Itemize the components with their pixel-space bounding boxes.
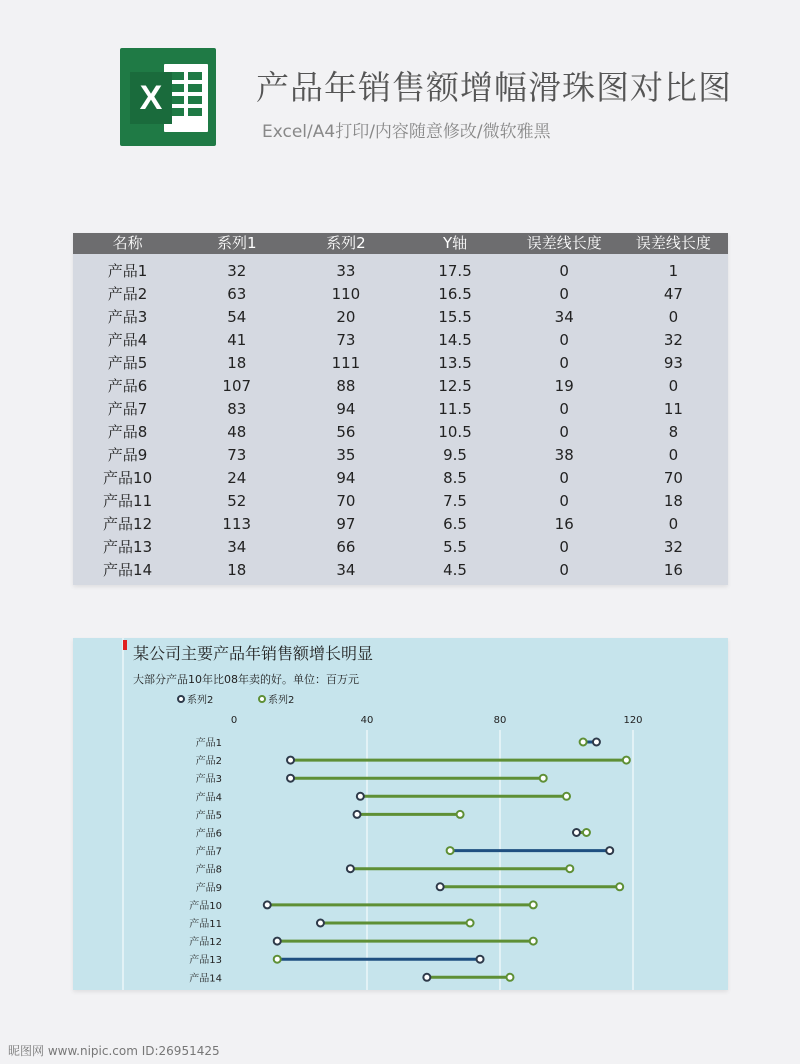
table-cell: 56 bbox=[336, 423, 356, 441]
table-cell: 17.5 bbox=[438, 262, 472, 280]
table-cell: 18 bbox=[227, 561, 247, 579]
table-cell: 14.5 bbox=[438, 331, 472, 349]
table-header-row bbox=[73, 233, 728, 254]
series2-dark-point bbox=[593, 739, 600, 746]
table-cell: 产品12 bbox=[103, 515, 153, 533]
column-header: 系列2 bbox=[291, 233, 400, 254]
series2-dark-point bbox=[287, 757, 294, 764]
table-cell: 8.5 bbox=[443, 469, 467, 487]
page-title: 产品年销售额增幅滑珠图对比图 bbox=[256, 68, 732, 107]
series2-dark-point bbox=[437, 883, 444, 890]
chart-subtitle: 大部分产品10年比08年卖的好。单位：百万元 bbox=[133, 673, 359, 686]
table-cell: 34 bbox=[227, 538, 247, 556]
table-cell: 7.5 bbox=[443, 492, 467, 510]
table-row bbox=[73, 513, 728, 536]
page-subtitle: Excel/A4打印/内容随意修改/微软雅黑 bbox=[262, 122, 551, 142]
table-cell: 70 bbox=[336, 492, 356, 510]
table-cell: 产品8 bbox=[107, 423, 148, 441]
column-header: 误差线长度 bbox=[510, 233, 619, 254]
category-label: 产品9 bbox=[195, 882, 222, 894]
table-row bbox=[73, 352, 728, 375]
table-cell: 4.5 bbox=[443, 561, 467, 579]
table-cell: 产品14 bbox=[103, 561, 153, 579]
table-cell: 0 bbox=[668, 377, 679, 395]
table-cell: 产品6 bbox=[107, 377, 148, 395]
column-header: Y轴 bbox=[400, 233, 509, 254]
table-cell: 94 bbox=[336, 469, 356, 487]
table-cell: 产品13 bbox=[103, 538, 153, 556]
table-cell: 5.5 bbox=[443, 538, 467, 556]
table-cell: 66 bbox=[336, 538, 356, 556]
table-cell: 16 bbox=[663, 561, 683, 579]
series2-green-point bbox=[566, 865, 573, 872]
table-cell: 110 bbox=[331, 285, 361, 303]
excel-logo bbox=[120, 48, 216, 146]
x-tick-label: 120 bbox=[623, 715, 643, 726]
column-header: 误差线长度 bbox=[619, 233, 728, 254]
legend-marker-dark bbox=[178, 696, 184, 702]
category-label: 产品4 bbox=[195, 792, 222, 804]
series2-dark-point bbox=[317, 920, 324, 927]
x-tick-label: 0 bbox=[230, 715, 238, 726]
category-label: 产品1 bbox=[195, 738, 222, 749]
table-row bbox=[73, 329, 728, 352]
table-cell: 产品10 bbox=[103, 469, 153, 487]
series2-green-point bbox=[616, 883, 623, 890]
series2-green-point bbox=[563, 793, 570, 800]
series2-green-point bbox=[623, 757, 630, 764]
series2-green-point bbox=[274, 956, 281, 963]
table-cell: 54 bbox=[227, 308, 247, 326]
table-cell: 0 bbox=[559, 492, 569, 510]
series2-green-point bbox=[530, 901, 537, 908]
series2-dark-point bbox=[274, 938, 281, 945]
table-cell: 10.5 bbox=[438, 423, 472, 441]
column-header: 名称 bbox=[73, 233, 182, 254]
series2-dark-point bbox=[264, 901, 271, 908]
table-cell: 113 bbox=[222, 515, 252, 533]
category-label: 产品10 bbox=[189, 900, 222, 912]
table-cell: 产品2 bbox=[107, 285, 148, 303]
table-row bbox=[73, 421, 728, 444]
series2-green-point bbox=[457, 811, 464, 818]
table-cell: 32 bbox=[663, 331, 683, 349]
table-row bbox=[73, 306, 728, 329]
table-cell: 73 bbox=[336, 331, 356, 349]
table-cell: 111 bbox=[331, 354, 361, 372]
series2-dark-point bbox=[354, 811, 361, 818]
category-label: 产品11 bbox=[189, 919, 222, 930]
table-cell: 88 bbox=[336, 377, 356, 395]
table-cell: 0 bbox=[559, 423, 569, 441]
series2-dark-point bbox=[423, 974, 430, 981]
chart-title: 某公司主要产品年销售额增长明显 bbox=[133, 644, 374, 663]
category-label: 产品3 bbox=[195, 774, 222, 786]
title-accent-bar bbox=[123, 640, 127, 650]
watermark: 昵图网 www.nipic.com ID:26951425 bbox=[8, 1044, 220, 1058]
table-cell: 19 bbox=[554, 377, 574, 395]
category-label: 产品8 bbox=[195, 864, 222, 876]
legend-marker-green bbox=[259, 696, 265, 702]
table-row bbox=[73, 375, 728, 398]
table-cell: 8 bbox=[668, 423, 679, 441]
table-cell: 32 bbox=[227, 262, 247, 280]
table-cell: 107 bbox=[222, 377, 252, 395]
table-cell: 产品4 bbox=[107, 331, 148, 349]
series2-dark-point bbox=[347, 865, 354, 872]
table-cell: 9.5 bbox=[443, 446, 467, 464]
table-cell: 18 bbox=[663, 492, 683, 510]
category-label: 产品7 bbox=[195, 846, 222, 858]
table-cell: 11.5 bbox=[438, 400, 472, 418]
series2-dark-point bbox=[573, 829, 580, 836]
category-label: 产品6 bbox=[195, 828, 222, 840]
table-cell: 52 bbox=[227, 492, 247, 510]
category-label: 产品5 bbox=[195, 810, 222, 822]
table-cell: 0 bbox=[668, 446, 679, 464]
column-header: 系列1 bbox=[182, 233, 291, 254]
table-cell: 38 bbox=[554, 446, 574, 464]
table-cell: 0 bbox=[559, 331, 569, 349]
table-row bbox=[73, 444, 728, 467]
series2-dark-point bbox=[606, 847, 613, 854]
table-cell: 93 bbox=[663, 354, 683, 372]
series2-green-point bbox=[583, 829, 590, 836]
table-cell: 63 bbox=[227, 285, 247, 303]
x-tick-label: 80 bbox=[493, 715, 507, 726]
legend-label: 系列2 bbox=[268, 695, 295, 706]
table-row bbox=[73, 254, 728, 283]
table-row bbox=[73, 490, 728, 513]
table-cell: 34 bbox=[336, 561, 356, 579]
table-cell: 0 bbox=[559, 538, 569, 556]
table-row bbox=[73, 536, 728, 559]
table-cell: 产品7 bbox=[107, 400, 148, 418]
series2-green-point bbox=[580, 739, 587, 746]
table-cell: 48 bbox=[227, 423, 247, 441]
table-cell: 70 bbox=[663, 469, 683, 487]
series2-dark-point bbox=[287, 775, 294, 782]
table-row bbox=[73, 398, 728, 421]
table-cell: 0 bbox=[559, 400, 569, 418]
table-cell: 94 bbox=[336, 400, 356, 418]
table-cell: 6.5 bbox=[443, 515, 467, 533]
table-cell: 20 bbox=[336, 308, 356, 326]
category-label: 产品12 bbox=[189, 937, 222, 949]
data-table bbox=[73, 233, 728, 585]
table-cell: 47 bbox=[663, 285, 683, 303]
table-cell: 0 bbox=[559, 561, 569, 579]
table-cell: 0 bbox=[668, 515, 679, 533]
category-label: 产品14 bbox=[189, 973, 222, 985]
table-cell: 12.5 bbox=[438, 377, 472, 395]
series2-green-point bbox=[506, 974, 513, 981]
category-label: 产品13 bbox=[189, 955, 222, 967]
table-cell: 24 bbox=[227, 469, 247, 487]
series2-green-point bbox=[540, 775, 547, 782]
table-cell: 0 bbox=[559, 354, 569, 372]
legend-label: 系列2 bbox=[187, 695, 214, 706]
series2-dark-point bbox=[357, 793, 364, 800]
table-cell: 0 bbox=[559, 285, 569, 303]
table-cell: 18 bbox=[227, 354, 247, 372]
table-cell: 32 bbox=[663, 538, 683, 556]
excel-x-icon: X bbox=[130, 72, 172, 124]
table-cell: 34 bbox=[554, 308, 574, 326]
table-cell: 0 bbox=[559, 469, 569, 487]
table-cell: 1 bbox=[668, 262, 679, 280]
category-label: 产品2 bbox=[195, 756, 222, 768]
series2-green-point bbox=[447, 847, 454, 854]
table-cell: 83 bbox=[227, 400, 247, 418]
dumbbell-chart bbox=[73, 638, 728, 990]
table-row bbox=[73, 283, 728, 306]
series2-green-point bbox=[530, 938, 537, 945]
table-cell: 16 bbox=[554, 515, 574, 533]
chart-panel bbox=[73, 638, 728, 990]
table-cell: 产品11 bbox=[103, 492, 153, 510]
series2-green-point bbox=[467, 920, 474, 927]
table-row bbox=[73, 559, 728, 582]
table-cell: 16.5 bbox=[438, 285, 472, 303]
table-cell: 产品3 bbox=[107, 308, 148, 326]
table-cell: 产品9 bbox=[107, 446, 148, 464]
table-cell: 33 bbox=[336, 262, 356, 280]
table-cell: 41 bbox=[227, 331, 247, 349]
table-cell: 35 bbox=[336, 446, 356, 464]
table-cell: 97 bbox=[336, 515, 356, 533]
table-cell: 0 bbox=[559, 262, 569, 280]
series2-dark-point bbox=[477, 956, 484, 963]
table-cell: 0 bbox=[668, 308, 679, 326]
table-cell: 产品5 bbox=[107, 354, 148, 372]
table-cell: 11 bbox=[663, 400, 683, 418]
x-tick-label: 40 bbox=[360, 715, 374, 726]
table-row bbox=[73, 467, 728, 490]
table-cell: 73 bbox=[227, 446, 247, 464]
table-cell: 15.5 bbox=[438, 308, 472, 326]
table-cell: 13.5 bbox=[438, 354, 472, 372]
table-cell: 产品1 bbox=[107, 262, 148, 280]
